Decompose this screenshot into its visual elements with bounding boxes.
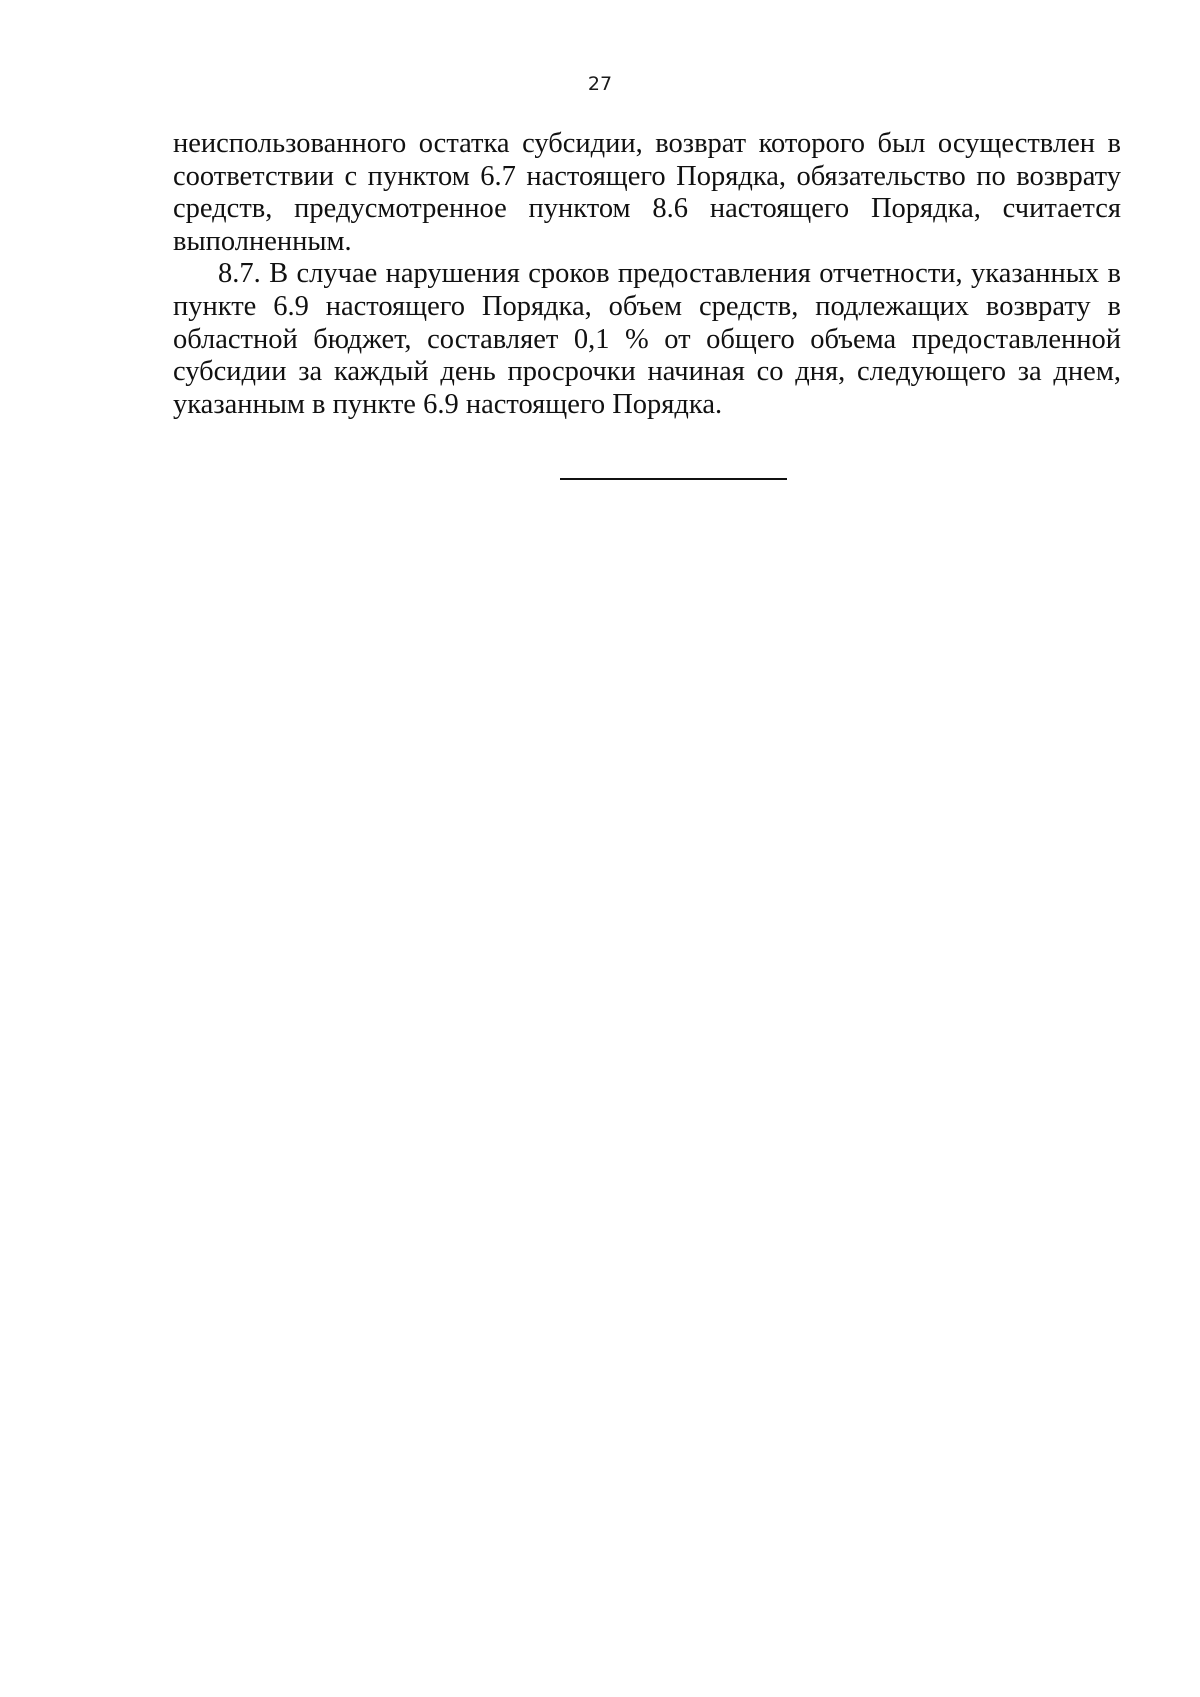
paragraph-continuation: неиспользованного остатка субсидии, возврат которого был осуществлен в соответствии с пунктом 6.7 настоящего Порядка, обязательство по возврату средств, предусмотренное пунктом 8.6 настоящего Порядка, считается выполненным. xyxy=(173,128,1121,257)
end-divider-line xyxy=(560,478,787,480)
page-number: 27 xyxy=(587,73,613,95)
paragraph-8-7: 8.7. В случае нарушения сроков предоставления отчетности, указанных в пункте 6.9 настоящего Порядка, объем средств, подлежащих возврату в областной бюджет, составляет 0,1 % от общего объема предоставленной субсидии за каждый день просрочки начиная со дня, следующего за днем, указанным в пункте 6.9 настоящего Порядка. xyxy=(173,258,1121,420)
document-body xyxy=(173,128,1121,421)
